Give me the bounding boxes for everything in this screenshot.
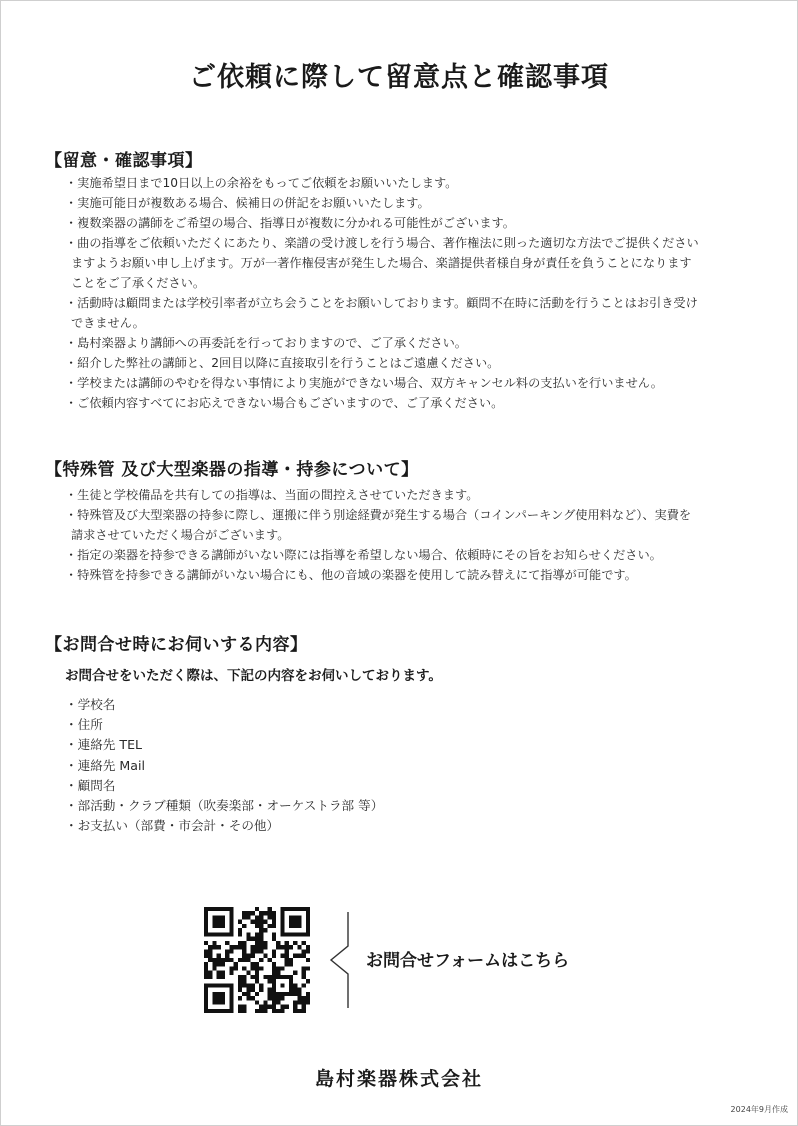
list-item — [65, 545, 735, 565]
list-item — [65, 565, 735, 585]
list-item — [65, 333, 735, 353]
list-item — [65, 485, 735, 505]
section-heading-notes: 【留意・確認事項】 — [45, 151, 203, 171]
created-date: 2024年9月作成 — [730, 1105, 788, 1114]
inquiry-items-list — [65, 695, 383, 836]
list-item — [65, 233, 735, 293]
list-item-line: ・学校または講師のやむを得ない事情により実施ができない場合、双方キャンセル料の支払いを行いません。 — [65, 376, 663, 390]
inquiry-item: ・連絡先 TEL — [65, 737, 143, 753]
list-item-line: ・島村楽器より講師への再委託を行っておりますので、ご了承ください。 — [65, 336, 467, 350]
list-item — [65, 353, 735, 373]
inquiry-item: ・部活動・クラブ種類（吹奏楽部・オーケストラ部 等） — [65, 798, 384, 814]
list-item-line: ・ご依頼内容すべてにお応えできない場合もございますので、ご了承ください。 — [65, 396, 504, 410]
inquiry-item: ・お支払い（部費・市会計・その他） — [65, 818, 280, 834]
list-item — [65, 293, 735, 333]
list-item-line: ・曲の指導をご依頼いただくにあたり、楽譜の受け渡しを行う場合、著作権法に則った適切な方法でご提供ください — [65, 236, 699, 250]
list-item-line: ・実施希望日まで10日以上の余裕をもってご依頼をお願いいたします。 — [65, 176, 458, 190]
list-item-line: ・特殊管及び大型楽器の持参に際し、運搬に伴う別途経費が発生する場合（コインパーキング使用料など）、実費を — [65, 508, 692, 522]
bracket-divider — [328, 912, 352, 1008]
list-item — [65, 193, 735, 213]
list-item-line: ・生徒と学校備品を共有しての指導は、当面の間控えさせていただきます。 — [65, 488, 479, 502]
list-item-line: ますようお願い申し上げます。万が一著作権侵害が発生した場合、楽譜提供者様自身が責任を負うことになります — [71, 256, 692, 270]
inquiry-item: ・住所 — [65, 717, 103, 733]
list-item — [65, 213, 735, 233]
page-title: ご依頼に際して留意点と確認事項 — [189, 62, 609, 93]
inquiry-intro: お問合せをいただく際は、下記の内容をお伺いしております。 — [65, 668, 442, 684]
list-item-line: ・指定の楽器を持参できる講師がいない際には指導を希望しない場合、依頼時にその旨をお知らせください。 — [65, 548, 662, 562]
inquiry-item: ・連絡先 Mail — [65, 757, 145, 773]
list-item-line: ・紹介した弊社の講師と、2回目以降に直接取引を行うことはご遠慮ください。 — [65, 356, 500, 370]
qr-code-icon[interactable] — [204, 907, 310, 1013]
list-item-line: ・活動時は顧問または学校引率者が立ち会うことをお願いしております。顧問不在時に活動を行うことはお引き受け — [65, 296, 698, 310]
list-item-line: ・複数楽器の講師をご希望の場合、指導日が複数に分かれる可能性がございます。 — [65, 216, 515, 230]
list-item-line: ことをご了承ください。 — [71, 276, 206, 290]
company-name: 島村楽器株式会社 — [314, 1068, 483, 1090]
list-item-line: 請求させていただく場合がございます。 — [71, 528, 290, 542]
inquiry-item: ・顧問名 — [65, 777, 116, 793]
list-item — [65, 373, 735, 393]
list-item — [65, 173, 735, 193]
list-item — [65, 393, 735, 413]
notes-list — [65, 173, 735, 413]
inquiry-item: ・学校名 — [65, 697, 116, 712]
section-heading-inquiry: 【お問合せ時にお伺いする内容】 — [45, 635, 308, 655]
list-item — [65, 505, 735, 545]
inquiry-form-link[interactable]: お問合せフォームはこちら — [366, 951, 570, 971]
section-heading-special-instruments: 【特殊管 及び大型楽器の指導・持参について】 — [45, 460, 419, 480]
special-instruments-list — [65, 485, 735, 585]
list-item-line: ・実施可能日が複数ある場合、候補日の併記をお願いいたします。 — [65, 196, 430, 210]
list-item-line: ・特殊管を持参できる講師がいない場合にも、他の音域の楽器を使用して読み替えにて指導が可能です。 — [65, 568, 637, 582]
list-item-line: できません。 — [71, 316, 145, 330]
